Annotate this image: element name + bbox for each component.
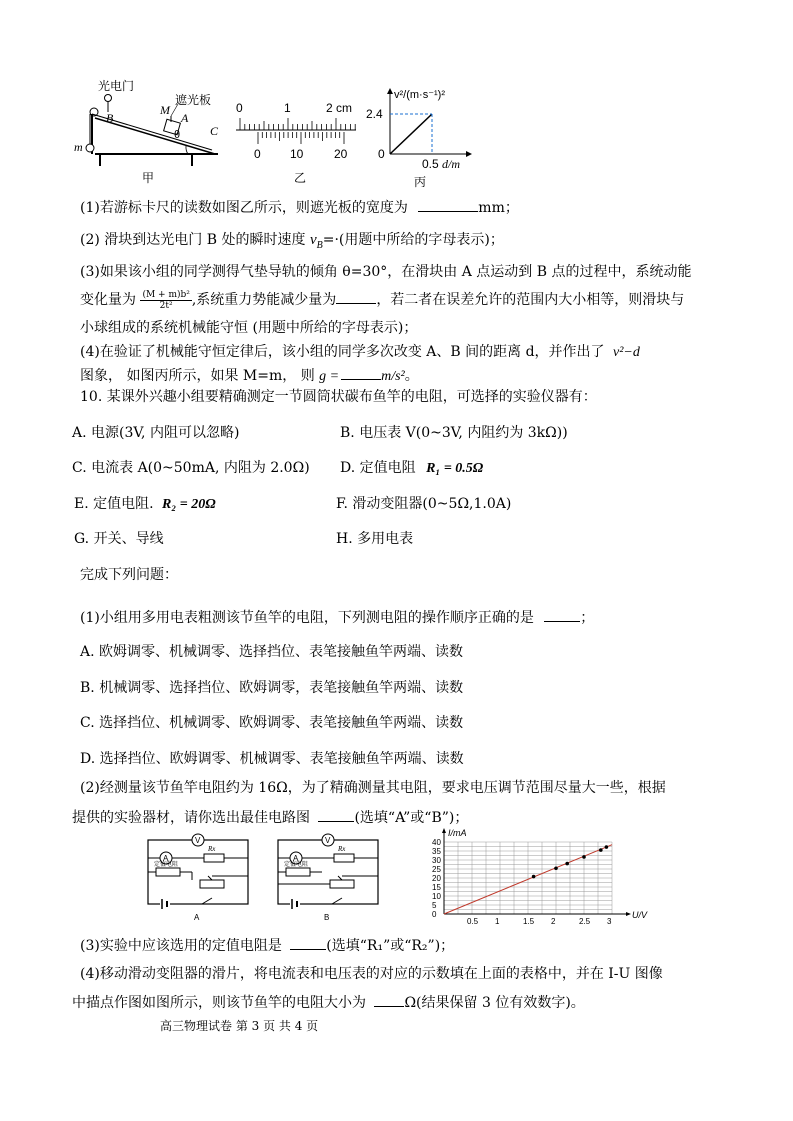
y-tick-label: 15 [432, 883, 441, 892]
q9-part3-mid: ,系统重力势能减少量为 [191, 292, 337, 308]
q9-part3-line1: (3)如果该小组的同学测得气垫导轨的倾角 θ=30°，在滑块由 A 点运动到 B 点的过程中，系统动能 [80, 264, 692, 280]
yi-vern-20: 20 [334, 147, 348, 161]
q9-part4-math: v²−d [613, 345, 640, 360]
q9-part1-unit: mm； [478, 200, 519, 216]
q10-sub2-blank[interactable] [318, 807, 354, 822]
q9-part4-end: 。 [404, 368, 419, 384]
data-point [599, 848, 603, 852]
q10-sub2-line1: (2)经测量该节鱼竿电阻约为 16Ω，为了精确测量其电阻，要求电压调节范围尽量大一些，根据 [80, 780, 666, 796]
y-axis-arrow [442, 828, 446, 833]
q10-sub3-pre: (3)实验中应该选用的定值电阻是 [80, 938, 282, 954]
jia-theta-label: θ [174, 129, 181, 141]
bing-origin: 0 [378, 147, 385, 161]
bing-x-value: 0.5 [422, 157, 439, 171]
y-tick-label: 40 [432, 838, 441, 847]
q9-part4-g: g = [319, 369, 340, 384]
q10-stem: 10. 某课外兴趣小组要精确测定一节圆筒状碳布鱼竿的电阻，可选择的实验仪器有： [80, 389, 597, 405]
q9-part3-pre: 变化量为 [80, 292, 136, 308]
x-tick-label: 1 [495, 917, 500, 926]
q10-option-B: B. 电压表 V(0~3V, 内阻约为 3kΩ)) [340, 425, 568, 441]
jia-M-label: M [160, 103, 170, 117]
q9-part4-blank[interactable] [341, 365, 381, 380]
q10-option-D-text: D. 定值电阻 [340, 460, 416, 476]
yi-main-0: 0 [236, 101, 243, 115]
jia-C-label: C [210, 124, 219, 138]
q10-sub4-pre: 中描点作图如图所示，则该节鱼竿的电阻大小为 [72, 995, 366, 1011]
circuit-B-fixed-label: 定值电阻 [284, 862, 309, 868]
jia-photogate-label: 光电门 [98, 79, 135, 93]
yi-caption: 乙 [294, 171, 307, 185]
q10-option-G: G. 开关、导线 [74, 531, 164, 547]
circuit-A-fixed-label: 定值电阻 [154, 862, 179, 868]
y-tick-label: 35 [432, 847, 441, 856]
data-point [582, 855, 586, 859]
q10-sub2-pre: 提供的实验器材，请你选出最佳电路图 [72, 810, 310, 826]
q9-part2-var: v [309, 232, 317, 248]
figure-bing-graph [362, 86, 472, 190]
circuit-A-voltmeter: V [195, 836, 201, 845]
iu-chart [418, 826, 648, 926]
q9-part3-post: ，若二者在误差允许的范围内大小相等，则滑块与 [376, 292, 685, 308]
q10-sub1-blank[interactable] [544, 607, 580, 622]
jia-A-label: A [181, 111, 189, 125]
data-point [605, 845, 609, 849]
y-tick-label: 10 [432, 892, 441, 901]
yi-main-1: 1 [284, 101, 291, 115]
circuit-B-caption: B [324, 913, 330, 922]
q10-sub2-post: (选填“A”或“B”)； [354, 810, 469, 826]
q9-part3-frac-den: 2t² [159, 300, 173, 311]
data-point [554, 866, 558, 870]
data-point [565, 862, 569, 866]
y-tick-label: 0 [432, 910, 437, 919]
y-tick-label: 20 [432, 874, 441, 883]
q10-sub3 [80, 935, 454, 955]
q10-sub4-line2 [72, 992, 585, 1012]
bing-caption: 丙 [414, 175, 427, 189]
q9-part4-pre: 图象， 如图丙所示，如果 M=m， 则 [80, 368, 315, 384]
figure-jia [70, 78, 230, 188]
yi-vern-0: 0 [254, 147, 261, 161]
q9-part3-line2 [80, 289, 684, 315]
x-tick-label: 3 [607, 917, 612, 926]
q10-finish: 完成下列问题： [80, 567, 178, 583]
q9-part4-text: (4)在验证了机械能守恒定律后，该小组的同学多次改变 A、B 间的距离 d，并作出了 [80, 344, 605, 360]
data-point [532, 875, 536, 879]
q10-choice-B: B. 机械调零、选择挡位、欧姆调零，表笔接触鱼竿两端、读数 [80, 680, 464, 696]
bing-xlabel: d/m [442, 157, 460, 171]
page-footer: 高三物理试卷 第 3 页 共 4 页 [160, 1019, 319, 1033]
circuit-B-voltmeter: V [325, 836, 331, 845]
q9-part2 [80, 231, 504, 255]
figure-yi-vernier [232, 100, 362, 190]
x-axis-arrow [626, 912, 631, 916]
circuit-A-rx: Rx [208, 845, 216, 853]
q9-part3-line3: 小球组成的系统机械能守恒 (用题中所给的字母表示)； [80, 320, 418, 336]
jia-m-label: m [74, 140, 83, 154]
x-tick-label: 2.5 [579, 917, 591, 926]
q10-option-D [340, 459, 483, 478]
q10-sub1 [80, 607, 594, 627]
yi-main-2: 2 cm [326, 101, 353, 115]
q10-choice-A: A. 欧姆调零、机械调零、选择挡位、表笔接触鱼竿两端、读数 [80, 644, 464, 660]
q9-part4-line1 [80, 343, 640, 362]
q10-choice-D: D. 选择挡位、欧姆调零、机械调零、表笔接触鱼竿两端、读数 [80, 751, 464, 767]
q9-part2-text: (2) 滑块到达光电门 B 处的瞬时速度 [80, 232, 306, 248]
q10-option-D-math: R₁ = 0.5Ω [426, 461, 484, 476]
circuit-B-rx: Rx [338, 845, 346, 853]
q10-option-H: H. 多用电表 [336, 531, 414, 547]
q10-option-E-text: E. 定值电阻. [74, 496, 154, 512]
q9-part4-line2 [80, 365, 419, 386]
circuit-B-ammeter: A [293, 854, 299, 863]
q9-part3-fraction [140, 290, 191, 311]
q9-part3-frac-num: (M + m)b² [142, 289, 190, 300]
yi-vern-10: 10 [290, 147, 304, 161]
q10-sub1-end: ； [580, 610, 595, 626]
y-tick-label: 5 [432, 901, 437, 910]
q10-option-E [74, 495, 216, 514]
x-axis-label: U/V [632, 910, 648, 920]
y-tick-label: 25 [432, 865, 441, 874]
q10-sub4-blank[interactable] [374, 992, 404, 1007]
q10-sub4-post: Ω(结果保留 3 位有效数字)。 [404, 995, 585, 1011]
q9-part1-text: (1)若游标卡尺的读数如图乙所示，则遮光板的宽度为 [80, 200, 408, 216]
jia-B-label: B [106, 111, 114, 125]
circuit-A [142, 830, 254, 922]
q10-sub3-blank[interactable] [290, 935, 326, 950]
x-tick-label: 0.5 [467, 917, 479, 926]
q10-sub2-line2 [72, 807, 468, 827]
q9-part1 [80, 197, 519, 217]
q10-option-C: C. 电流表 A(0~50mA, 内阻为 2.0Ω) [72, 460, 310, 476]
y-axis-label: I/mA [448, 828, 467, 838]
y-tick-label: 30 [432, 856, 441, 865]
q10-option-F: F. 滑动变阻器(0~5Ω,1.0A) [336, 496, 512, 512]
circuit-B [272, 830, 384, 922]
q10-option-E-math: R₂ = 20Ω [162, 497, 216, 512]
q9-part2-sub: B [316, 239, 323, 251]
jia-caption: 甲 [142, 171, 155, 185]
circuit-A-ammeter: A [163, 854, 169, 863]
x-tick-label: 2 [551, 917, 556, 926]
q9-part1-blank[interactable] [418, 197, 478, 212]
q10-sub1-text: (1)小组用多用电表粗测该节鱼竿的电阻，下列测电阻的操作顺序正确的是 [80, 610, 534, 626]
bing-ylabel: v²/(m·s⁻¹)² [394, 89, 446, 101]
q9-part2-rest: =·(用题中所给的字母表示)； [322, 232, 504, 248]
jia-shade-label: 遮光板 [175, 93, 212, 107]
q10-choice-C: C. 选择挡位、机械调零、欧姆调零、表笔接触鱼竿两端、读数 [80, 715, 464, 731]
q9-part3-blank[interactable] [336, 289, 376, 304]
q10-option-A: A. 电源(3V, 内阻可以忽略) [72, 425, 240, 441]
circuit-A-caption: A [194, 913, 200, 922]
q10-sub3-post: (选填“R₁”或“R₂”)； [326, 938, 455, 954]
x-tick-label: 1.5 [523, 917, 535, 926]
bing-y-value: 2.4 [366, 107, 383, 121]
q9-part4-unit: m/s² [381, 369, 405, 384]
q10-sub4-line1: (4)移动滑动变阻器的滑片，将电流表和电压表的对应的示数填在上面的表格中，并在 I-U 图像 [80, 966, 663, 982]
